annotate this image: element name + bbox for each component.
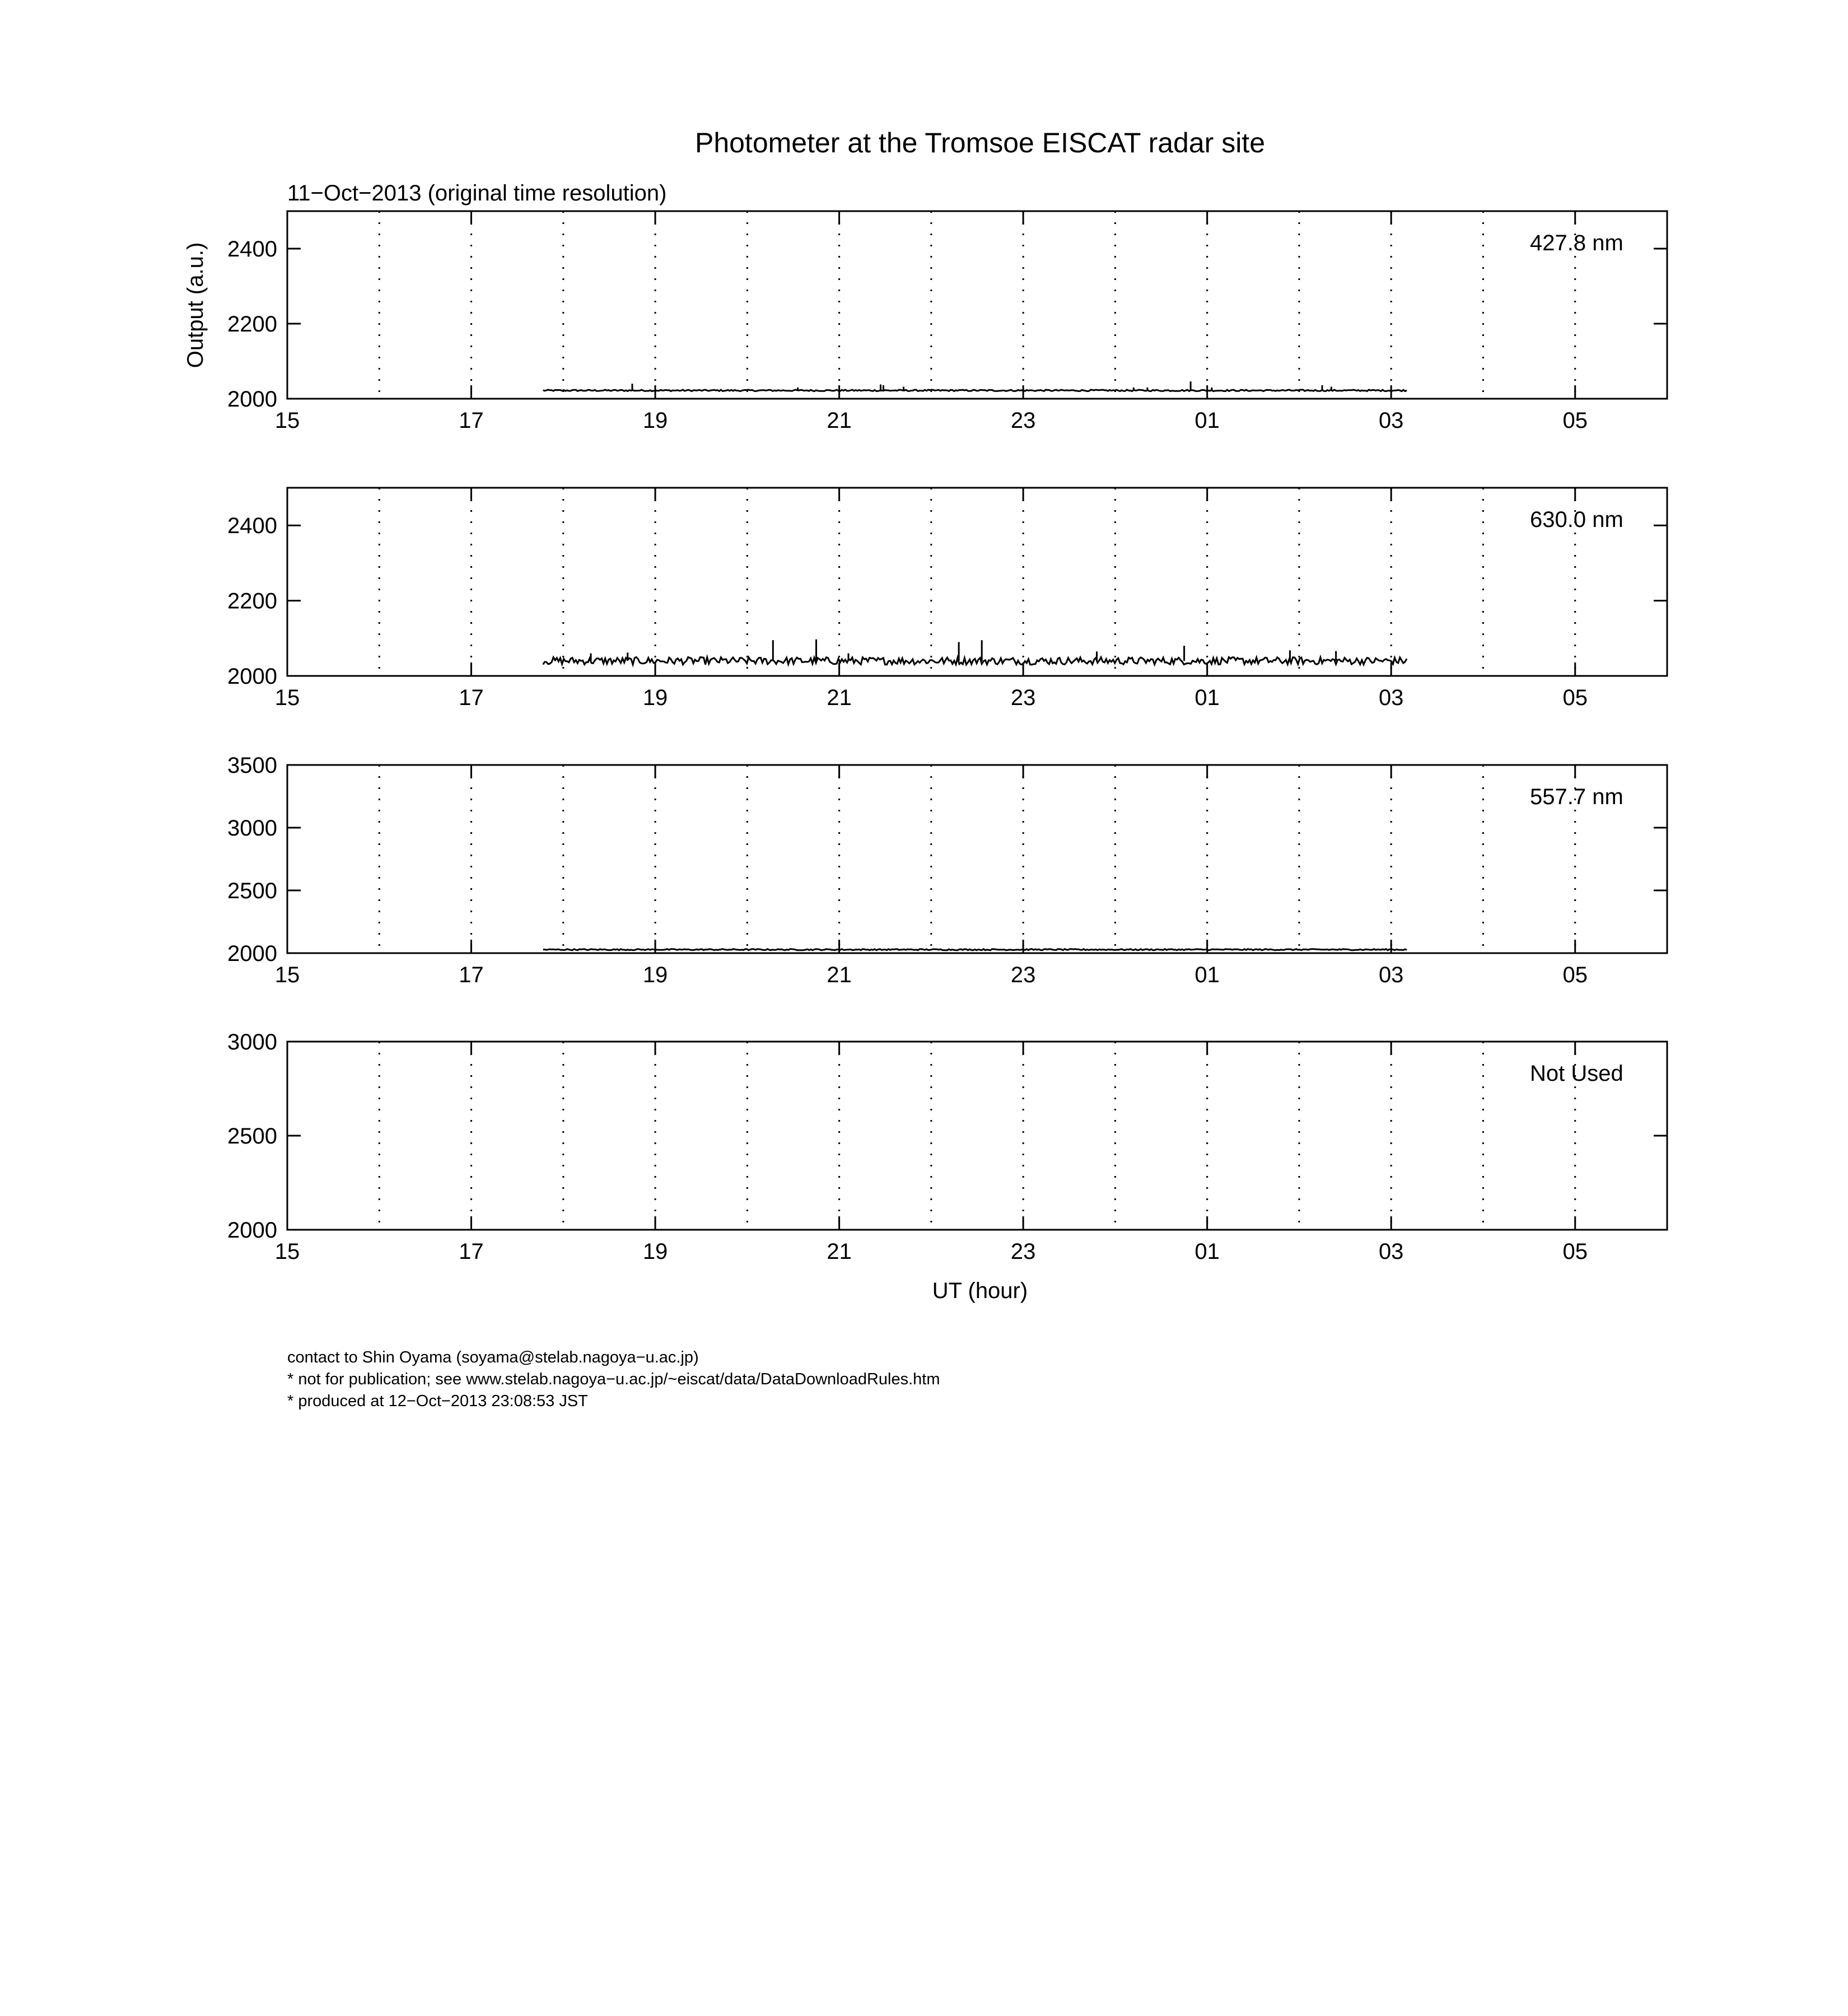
x-tick-label: 17 bbox=[459, 685, 484, 710]
y-tick-label: 3500 bbox=[227, 753, 277, 778]
x-tick-label: 15 bbox=[274, 1239, 300, 1264]
x-tick-label: 05 bbox=[1562, 963, 1588, 987]
y-tick-label: 2200 bbox=[227, 589, 277, 614]
x-axis-label: UT (hour) bbox=[932, 1278, 1028, 1303]
x-tick-label: 21 bbox=[827, 685, 852, 710]
x-tick-label: 21 bbox=[827, 1239, 852, 1264]
panel-1 bbox=[227, 211, 1667, 433]
y-tick-label: 2400 bbox=[227, 237, 277, 262]
x-tick-label: 01 bbox=[1194, 1239, 1220, 1264]
x-tick-label: 03 bbox=[1378, 685, 1404, 710]
x-tick-label: 23 bbox=[1010, 963, 1036, 987]
footer-publication-note: * not for publication; see www.stelab.nagoya−u.ac.jp/~eiscat/data/DataDownloadRules.htm bbox=[287, 1370, 940, 1388]
axes-frame bbox=[287, 765, 1667, 953]
panel-2 bbox=[227, 488, 1667, 710]
axes-frame bbox=[287, 488, 1667, 676]
x-tick-label: 15 bbox=[274, 408, 300, 433]
x-tick-label: 15 bbox=[274, 685, 300, 710]
y-axis-label: Output (a.u.) bbox=[183, 242, 208, 368]
x-tick-label: 19 bbox=[642, 1239, 668, 1264]
y-tick-label: 2000 bbox=[227, 941, 277, 966]
y-tick-label: 2500 bbox=[227, 879, 277, 903]
panel-3 bbox=[227, 753, 1667, 987]
x-tick-label: 21 bbox=[827, 963, 852, 987]
x-tick-label: 03 bbox=[1378, 408, 1404, 433]
panels-group bbox=[227, 211, 1667, 1264]
channel-label: 630.0 nm bbox=[1530, 507, 1623, 532]
y-tick-label: 2200 bbox=[227, 312, 277, 337]
x-tick-label: 19 bbox=[642, 685, 668, 710]
x-tick-label: 23 bbox=[1010, 1239, 1036, 1264]
y-tick-label: 2400 bbox=[227, 514, 277, 539]
data-line bbox=[543, 390, 1407, 391]
x-tick-label: 19 bbox=[642, 963, 668, 987]
x-tick-label: 05 bbox=[1562, 408, 1588, 433]
x-tick-label: 17 bbox=[459, 1239, 484, 1264]
x-tick-label: 01 bbox=[1194, 408, 1220, 433]
channel-label: 427.8 nm bbox=[1530, 231, 1623, 255]
figure-subtitle: 11−Oct−2013 (original time resolution) bbox=[287, 181, 667, 206]
footer-produced-note: * produced at 12−Oct−2013 23:08:53 JST bbox=[287, 1392, 588, 1410]
footer-notes bbox=[287, 1347, 940, 1412]
data-line bbox=[543, 657, 1407, 664]
x-tick-label: 05 bbox=[1562, 685, 1588, 710]
y-tick-label: 2000 bbox=[227, 1218, 277, 1243]
x-tick-label: 01 bbox=[1194, 685, 1220, 710]
x-tick-label: 23 bbox=[1010, 685, 1036, 710]
y-tick-label: 2000 bbox=[227, 664, 277, 689]
footer-contact: contact to Shin Oyama (soyama@stelab.nagoya−u.ac.jp) bbox=[287, 1348, 699, 1366]
x-tick-label: 17 bbox=[459, 408, 484, 433]
figure-title: Photometer at the Tromsoe EISCAT radar site bbox=[694, 127, 1266, 158]
x-tick-label: 05 bbox=[1562, 1239, 1588, 1264]
data-line bbox=[543, 949, 1407, 950]
y-tick-label: 2500 bbox=[227, 1124, 277, 1149]
y-tick-label: 2000 bbox=[227, 387, 277, 412]
panel-4 bbox=[227, 1030, 1667, 1264]
x-tick-label: 01 bbox=[1194, 963, 1220, 987]
x-tick-label: 15 bbox=[274, 963, 300, 987]
y-tick-label: 3000 bbox=[227, 816, 277, 841]
axes-frame bbox=[287, 1042, 1667, 1230]
channel-label: 557.7 nm bbox=[1530, 785, 1623, 809]
channel-label: Not Used bbox=[1530, 1061, 1623, 1086]
x-tick-label: 17 bbox=[459, 963, 484, 987]
x-tick-label: 23 bbox=[1010, 408, 1036, 433]
x-tick-label: 03 bbox=[1378, 1239, 1404, 1264]
axes-frame bbox=[287, 211, 1667, 399]
x-tick-label: 21 bbox=[827, 408, 852, 433]
y-tick-label: 3000 bbox=[227, 1030, 277, 1054]
x-tick-label: 19 bbox=[642, 408, 668, 433]
x-tick-label: 03 bbox=[1378, 963, 1404, 987]
